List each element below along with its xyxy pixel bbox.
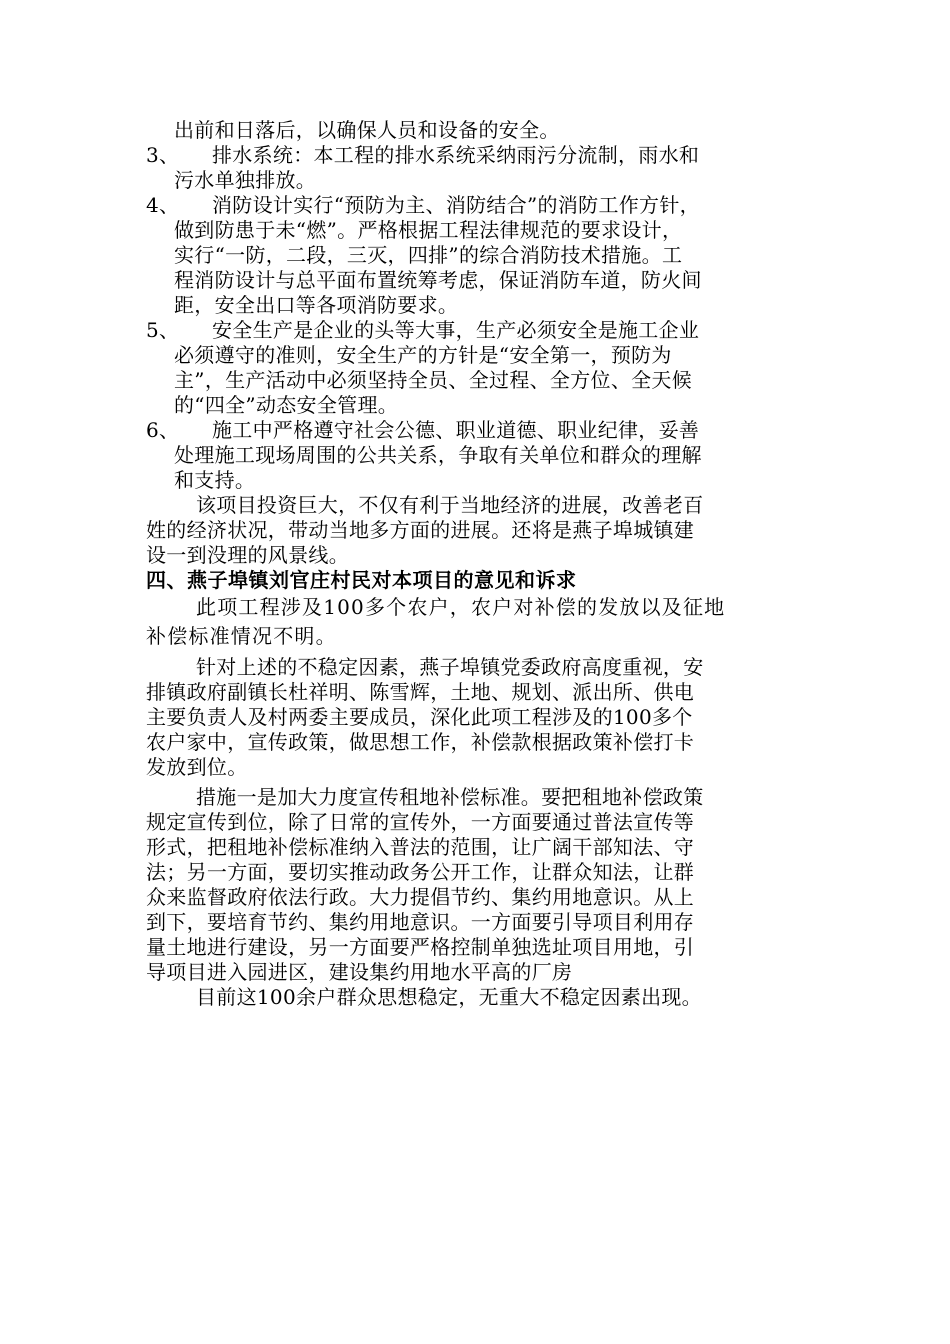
paragraph-line: 此项工程涉及100多个农户，农户对补偿的发放以及征地 <box>196 595 726 619</box>
intro-line: 出前和日落后，以确保人员和设备的安全。 <box>174 118 560 142</box>
paragraph-line: 发放到位。 <box>146 755 248 779</box>
paragraph-line: 该项目投资巨大，不仅有利于当地经济的进展，改善老百 <box>196 493 704 517</box>
paragraph-line: 规定宣传到位，除了日常的宣传外，一方面要通过普法宣传等 <box>146 810 695 834</box>
paragraph-line: 农户家中，宣传政策，做思想工作，补偿款根据政策补偿打卡 <box>146 730 695 754</box>
paragraph-line: 到下，要培育节约、集约用地意识。一方面要引导项目利用存 <box>146 910 695 934</box>
item-text: 和支持。 <box>174 468 256 492</box>
item-number: 6、 <box>146 418 180 442</box>
item-number: 5、 <box>146 318 180 342</box>
paragraph-line: 主要负责人及村两委主要成员，深化此项工程涉及的100多个 <box>146 705 693 729</box>
item-text: 处理施工现场周围的公共关系，争取有关单位和群众的理解 <box>174 443 702 467</box>
document-body <box>146 118 806 1010</box>
paragraph-line: 姓的经济状况，带动当地多方面的进展。还将是燕子埠城镇建 <box>146 518 695 542</box>
item-text: 污水单独排放。 <box>174 168 317 192</box>
paragraph-line: 设一到没理的风景线。 <box>146 543 349 567</box>
item-text: 程消防设计与总平面布置统筹考虑，保证消防车道，防火间 <box>174 268 702 292</box>
item-text: 实行“一防，二段，三灭，四排”的综合消防技术措施。工 <box>174 243 683 267</box>
paragraph-notice <box>146 593 806 650</box>
paragraph-line: 针对上述的不稳定因素，燕子埠镇党委政府高度重视，安 <box>196 655 704 679</box>
item-text: 安全生产是企业的头等大事，生产必须安全是施工企业 <box>212 318 700 342</box>
item-text: 距，安全出口等各项消防要求。 <box>174 293 459 317</box>
paragraph-response <box>146 655 806 780</box>
paragraph-line: 排镇政府副镇长杜祥明、陈雪辉，土地、规划、派出所、供电 <box>146 680 695 704</box>
paragraph-conclusion: 目前这100余户群众思想稳定，无重大不稳定因素出现。 <box>196 985 702 1009</box>
paragraph-line: 法；另一方面，要切实推动政务公开工作，让群众知法，让群 <box>146 860 695 884</box>
item-number: 3、 <box>146 143 180 167</box>
item-text: 施工中严格遵守社会公德、职业道德、职业纪律，妥善 <box>212 418 700 442</box>
list-item-6 <box>146 418 806 493</box>
summary-paragraph <box>146 493 806 568</box>
item-text: 主”，生产活动中必须坚持全员、全过程、全方位、全天候 <box>174 368 693 392</box>
list-item-3 <box>146 143 806 193</box>
paragraph-line: 量土地进行建设，另一方面要严格控制单独选址项目用地，引 <box>146 935 695 959</box>
paragraph-line: 补偿标准情况不明。 <box>146 623 337 648</box>
item-text: 做到防患于未“燃”。严格根据工程法律规范的要求设计， <box>174 218 683 242</box>
item-text: 排水系统：本工程的排水系统采纳雨污分流制，雨水和 <box>212 143 700 167</box>
item-text: 必须遵守的准则，安全生产的方针是“安全第一，预防为 <box>174 343 672 367</box>
section-heading: 四、燕子埠镇刘官庄村民对本项目的意见和诉求 <box>146 568 577 592</box>
paragraph-line: 措施一是加大力度宣传租地补偿标准。要把租地补偿政策 <box>196 785 704 809</box>
item-number: 4、 <box>146 193 180 217</box>
item-text: 的“四全”动态安全管理。 <box>174 393 399 417</box>
list-item-4 <box>146 193 806 318</box>
paragraph-line: 形式，把租地补偿标准纳入普法的范围，让广阔干部知法、守 <box>146 835 695 859</box>
list-item-5 <box>146 318 806 418</box>
paragraph-line: 导项目进入园进区，建设集约用地水平高的厂房 <box>146 960 573 984</box>
item-text: 消防设计实行“预防为主、消防结合”的消防工作方针， <box>212 193 700 217</box>
paragraph-line: 众来监督政府依法行政。大力提倡节约、集约用地意识。从上 <box>146 885 695 909</box>
paragraph-measures <box>146 785 806 985</box>
